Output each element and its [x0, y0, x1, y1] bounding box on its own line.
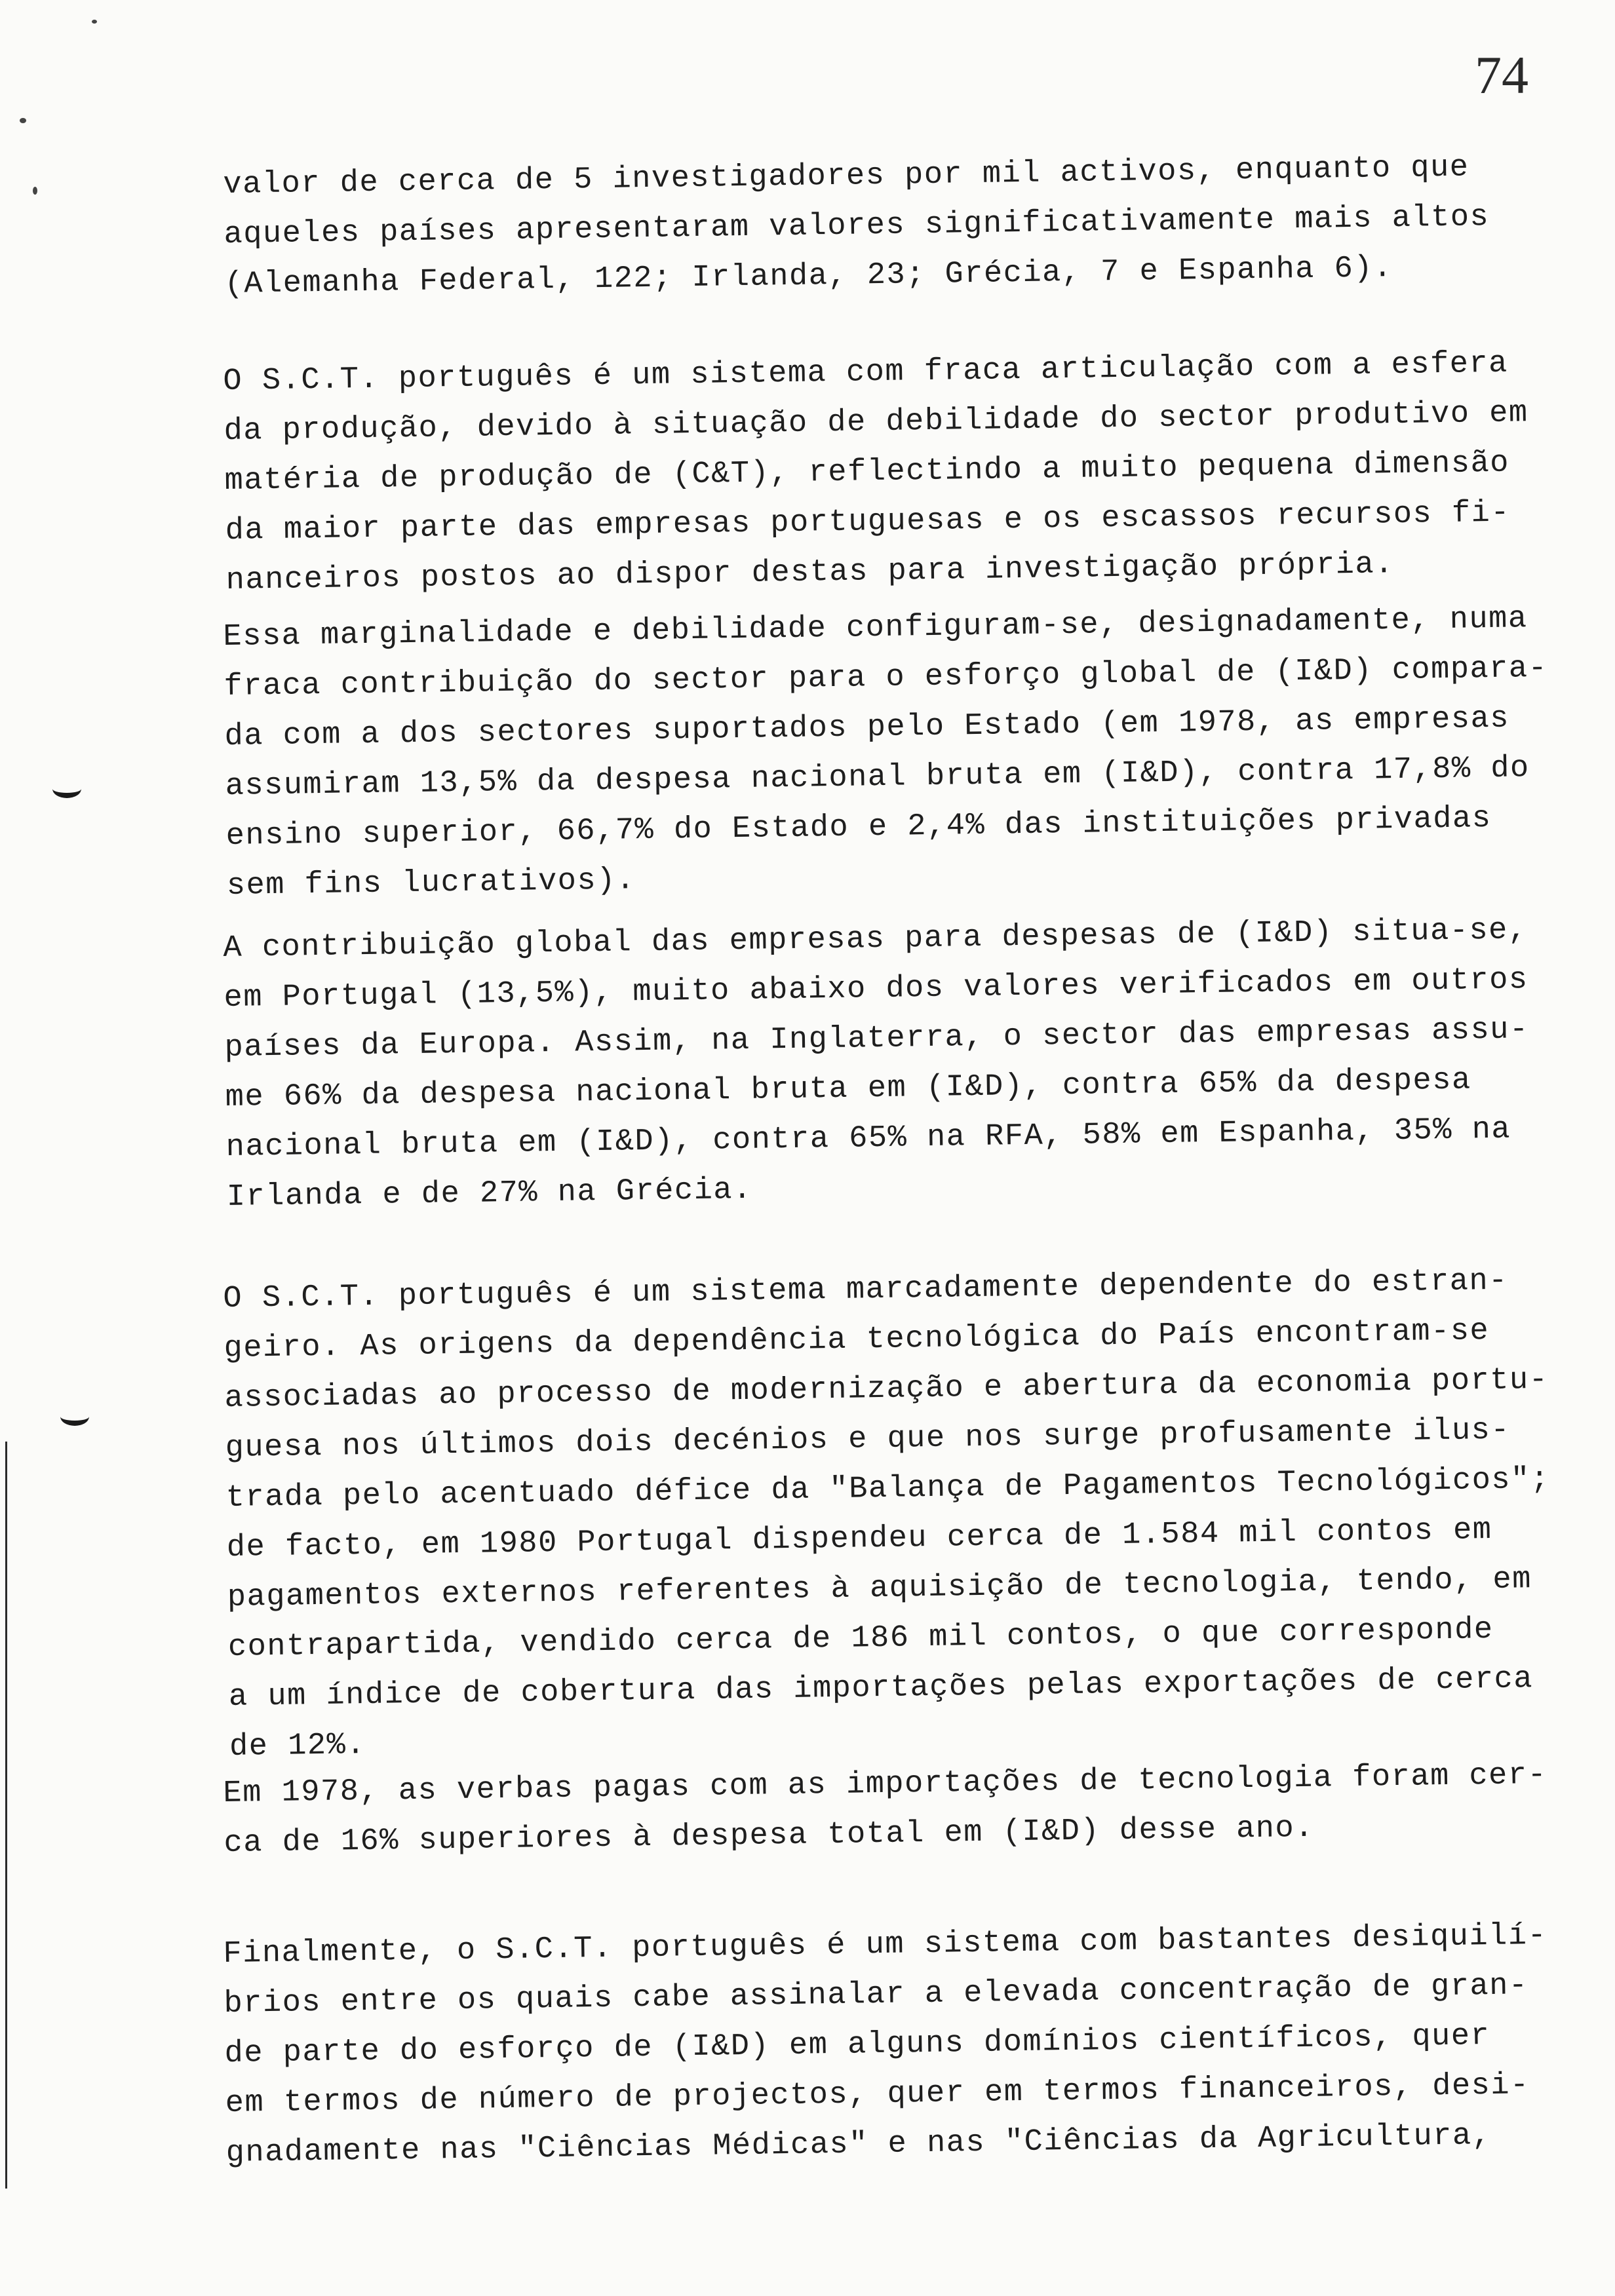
paragraph [223, 593, 1615, 911]
paragraph [223, 1750, 1614, 1869]
text-line: ca de 16% superiores à despesa total em (I&D) desse ano. [224, 1810, 1315, 1861]
text-line: da com a dos sectores suportados pelo Estado (em 1978, as empresas [224, 701, 1510, 754]
text-line: trada pelo acentuado défice da "Balança de Pagamentos Tecnológicos"; [225, 1462, 1550, 1516]
text-line: O S.C.T. português é um sistema com fraca articulação com a esfera [223, 346, 1509, 399]
text-line: nanceiros postos ao dispor destas para investigação própria. [225, 547, 1395, 598]
scan-speck [20, 118, 26, 123]
text-line: da produção, devido à situação de debilidade do sector produtivo em [224, 396, 1528, 449]
paragraph [223, 1910, 1615, 2179]
text-line: da maior parte das empresas portuguesas e os escassos recursos fi- [225, 495, 1511, 548]
text-line: Essa marginalidade e debilidade configuram-se, designadamente, numa [223, 602, 1528, 655]
text-line: guesa nos últimos dois decénios e que nos surge profusamente ilus- [225, 1413, 1511, 1466]
text-line: aqueles países apresentaram valores significativamente mais altos [224, 200, 1490, 252]
text-line: brios entre os quais cabe assinalar a elevada concentração de gran- [224, 1968, 1528, 2021]
margin-mark [60, 1407, 89, 1426]
text-line: Finalmente, o S.C.T. português é um sistema com bastantes desiquilí- [223, 1918, 1547, 1972]
paragraph [223, 141, 1614, 310]
paragraph [223, 1255, 1615, 1772]
text-line: em termos de número de projectos, quer em termos financeiros, desi- [225, 2068, 1530, 2121]
paragraph [223, 904, 1615, 1223]
scan-edge-line [5, 1442, 7, 2189]
text-line: pagamentos externos referentes à aquisição de tecnologia, tendo, em [227, 1562, 1532, 1615]
text-line: nacional bruta em (I&D), contra 65% na RFA, 58% em Espanha, 35% na [225, 1112, 1511, 1165]
text-line: Irlanda e de 27% na Grécia. [226, 1172, 753, 1215]
text-line: valor de cerca de 5 investigadores por mil activos, enquanto que [223, 150, 1469, 202]
text-line: associadas ao processo de modernização e abertura da economia portu- [224, 1362, 1549, 1416]
paragraph [223, 337, 1615, 606]
margin-mark [52, 780, 81, 798]
text-line: Em 1978, as verbas pagas com as importações de tecnologia foram cer- [223, 1757, 1547, 1811]
text-line: fraca contribuição do sector para o esforço global de (I&D) compara- [224, 651, 1548, 704]
text-line: de facto, em 1980 Portugal dispendeu cerca de 1.584 mil contos em [226, 1513, 1492, 1565]
text-line: (Alemanha Federal, 122; Irlanda, 23; Grécia, 7 e Espanha 6). [224, 251, 1393, 302]
text-line: assumiram 13,5% da despesa nacional bruta em (I&D), contra 17,8% do [225, 751, 1530, 804]
text-line: de 12%. [229, 1728, 366, 1765]
text-line: sem fins lucrativos). [226, 863, 636, 904]
text-line: países da Europa. Assim, na Inglaterra, o sector das empresas assu- [224, 1012, 1530, 1065]
text-line: A contribuição global das empresas para despesas de (I&D) situa-se, [223, 913, 1528, 966]
page-number: 74 [1475, 45, 1528, 105]
text-line: ensino superior, 66,7% do Estado e 2,4% das instituições privadas [225, 801, 1492, 854]
text-line: geiro. As origens da dependência tecnológica do País encontram-se [224, 1314, 1490, 1366]
text-line: gnadamente nas "Ciências Médicas" e nas "Ciências da Agricultura, [225, 2118, 1492, 2171]
scan-speck [33, 187, 37, 195]
text-line: contrapartida, vendido cerca de 186 mil contos, o que corresponde [227, 1612, 1494, 1665]
text-line: de parte do esforço de (I&D) em alguns domínios científicos, quer [224, 2019, 1490, 2071]
text-line: me 66% da despesa nacional bruta em (I&D), contra 65% da despesa [225, 1063, 1471, 1115]
text-line: O S.C.T. português é um sistema marcadamente dependente do estran- [223, 1263, 1509, 1316]
text-line: a um índice de cobertura das importações pelas exportações de cerca [228, 1662, 1534, 1715]
scan-speck [92, 20, 97, 24]
text-line: em Portugal (13,5%), muito abaixo dos valores verificados em outros [224, 963, 1528, 1016]
text-line: matéria de produção de (C&T), reflectindo a muito pequena dimensão [224, 446, 1510, 499]
